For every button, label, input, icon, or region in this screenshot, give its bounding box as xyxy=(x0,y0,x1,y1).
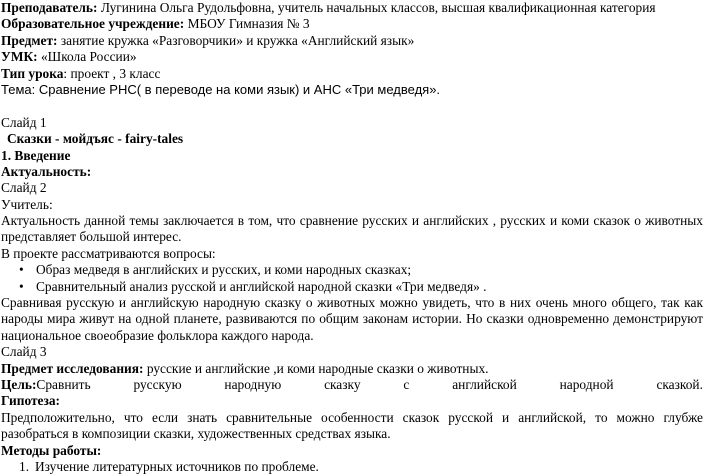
list-item xyxy=(1,279,703,295)
slide3-label: Слайд 3 xyxy=(1,344,47,360)
methods-heading: Методы работы: xyxy=(1,442,102,458)
comparison-paragraph: Сравнивая русскую и английскую народную сказку о животных можно увидеть, что в них очень много общего, так как народы мира живут на одной планете, развиваются по общим законам истории. Но сказки одновременно демонстрируют национальное своеобразие фольклора каждого народа. xyxy=(1,295,703,343)
list-item-text: Изучение литературных источников по проблеме. xyxy=(35,459,319,475)
goal-word: Сравнить xyxy=(36,377,91,393)
subject-label: Предмет: xyxy=(1,32,58,48)
goal-word: народную xyxy=(224,377,282,393)
school-line xyxy=(1,16,703,32)
goal-word: русскую xyxy=(133,377,182,393)
school-value: МБОУ Гимназия № 3 xyxy=(184,16,310,32)
subject-line xyxy=(1,33,703,49)
lesson-type-label: Тип урока xyxy=(1,65,64,81)
hypothesis-paragraph: Предположительно, что если знать сравнительные особенности сказок русской и английской, то можно глубже разобраться в композиции сказки, художественных средствах языка. xyxy=(1,409,703,442)
list-number: 1. xyxy=(19,459,30,475)
teacher-value: Лугинина Ольга Рудольфовна, учитель начальных классов, высшая квалификационная категория xyxy=(97,0,656,15)
goal-first xyxy=(1,377,91,393)
goal-word: народной xyxy=(559,377,614,393)
questions-intro: В проекте рассматриваются вопросы: xyxy=(1,245,216,261)
goal-word: английской xyxy=(452,377,517,393)
hypothesis-heading: Гипотеза: xyxy=(1,393,61,409)
list-item-text: Сравнительный анализ русской и английской народной сказки «Три медведя» . xyxy=(36,278,487,294)
goal-word: сказку xyxy=(324,377,361,393)
relevance-paragraph: Актуальность данной темы заключается в том, что сравнение русских и английских , русских и коми сказок о животных представляет большой интерес. xyxy=(1,213,703,245)
relevance-heading: Актуальность: xyxy=(1,163,92,179)
theme-value: Сравнение РНС( в переводе на коми язык) и АНС «Три медведя». xyxy=(35,81,441,97)
slide1-title: Сказки - мойдъяс - fairy-tales xyxy=(7,131,184,147)
bullet-icon: • xyxy=(19,262,24,278)
umk-value: «Школа России» xyxy=(37,49,137,65)
intro-heading: 1. Введение xyxy=(1,147,71,163)
theme-line xyxy=(1,82,703,98)
research-subject-line xyxy=(1,361,703,377)
research-subject-label: Предмет исследования: xyxy=(1,360,144,376)
subject-value: занятие кружка «Разговорчики» и кружка «Английский язык» xyxy=(57,32,415,48)
list-item-text: Образ медведя в английских и русских, и коми народных сказках; xyxy=(36,262,412,278)
slide2-label: Слайд 2 xyxy=(1,180,47,196)
list-item xyxy=(1,262,703,278)
list-item xyxy=(1,459,703,475)
umk-label: УМК: xyxy=(1,49,38,65)
research-subject-value: русские и английские ,и коми народные сказки о животных. xyxy=(143,360,489,376)
umk-line xyxy=(1,49,703,65)
spacer xyxy=(1,98,703,114)
teacher-label: Преподаватель: xyxy=(1,0,98,15)
school-label: Образовательное учреждение: xyxy=(1,16,185,32)
bullet-icon: • xyxy=(19,278,24,294)
lesson-type-value: : проект , 3 класс xyxy=(63,65,161,81)
goal-word: сказкой. xyxy=(656,377,703,393)
teacher-speaker: Учитель: xyxy=(1,196,53,212)
goal-label: Цель: xyxy=(1,377,37,393)
goal-word: с xyxy=(403,377,410,393)
goal-line xyxy=(1,377,703,393)
theme-label: Тема: xyxy=(1,81,36,97)
slide1-label: Слайд 1 xyxy=(1,114,47,130)
lesson-type-line xyxy=(1,66,703,82)
teacher-line xyxy=(1,0,703,16)
